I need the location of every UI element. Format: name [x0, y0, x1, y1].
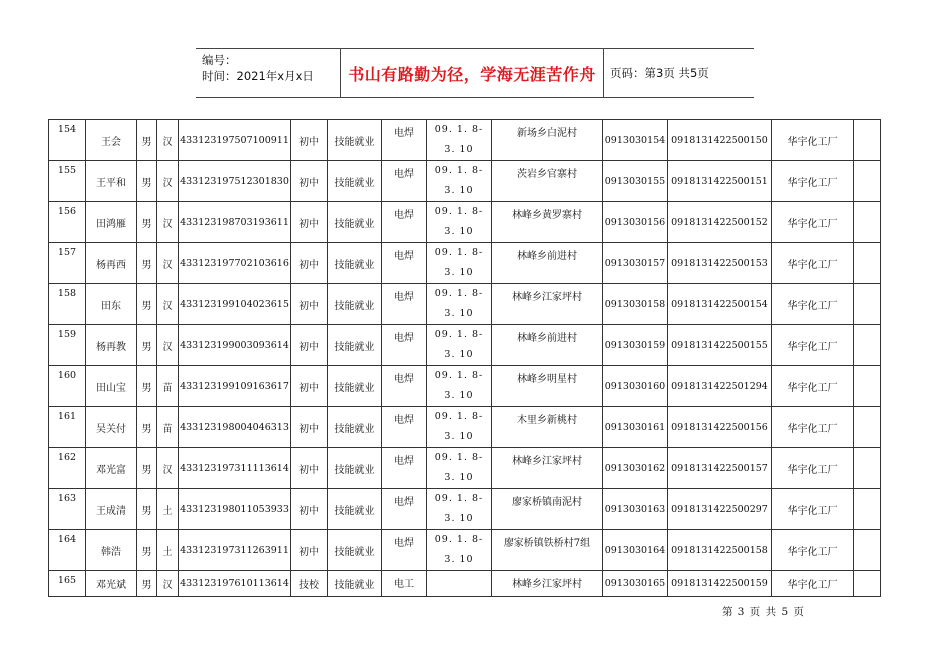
cell-date	[427, 243, 492, 284]
date-start: 09. 1. 8-	[434, 329, 484, 340]
cell-card-number: 0918131422500297	[668, 489, 772, 530]
date-end: 3. 10	[444, 308, 474, 319]
cell-village: 林峰乡黄罗寨村	[492, 202, 603, 243]
cell-employment-type: 技能就业	[328, 325, 382, 366]
cell-company: 华宇化工厂	[772, 284, 854, 325]
cell-ethnic: 汉	[157, 284, 179, 325]
cell-extra	[854, 530, 881, 571]
cell-village: 林峰乡江家坪村	[492, 284, 603, 325]
cell-phone: 0913030164	[603, 530, 668, 571]
cell-employment-type: 技能就业	[328, 120, 382, 161]
table-row	[49, 571, 881, 597]
cell-name: 吴关付	[86, 407, 137, 448]
date-start: 09. 1. 8-	[434, 534, 484, 545]
table-row	[49, 284, 881, 325]
cell-job: 电焊	[382, 325, 427, 366]
cell-ethnic: 土	[157, 530, 179, 571]
date-end: 3. 10	[444, 349, 474, 360]
cell-name: 王成清	[86, 489, 137, 530]
cell-id-number: 433123198703193611	[179, 202, 291, 243]
cell-id-number: 433123197512301830	[179, 161, 291, 202]
cell-education: 初中	[291, 407, 328, 448]
cell-village: 新场乡白泥村	[492, 120, 603, 161]
table-row	[49, 120, 881, 161]
page-header	[196, 48, 754, 98]
date-end: 3. 10	[444, 185, 474, 196]
cell-id-number: 433123197311113614	[179, 448, 291, 489]
cell-extra	[854, 571, 881, 597]
cell-ethnic: 汉	[157, 325, 179, 366]
cell-sex: 男	[137, 284, 157, 325]
cell-sex: 男	[137, 489, 157, 530]
cell-no: 160	[49, 366, 86, 407]
cell-phone: 0913030154	[603, 120, 668, 161]
cell-sex: 男	[137, 120, 157, 161]
cell-extra	[854, 366, 881, 407]
number-label: 编号：	[202, 53, 237, 67]
cell-extra	[854, 202, 881, 243]
cell-sex: 男	[137, 448, 157, 489]
cell-no: 162	[49, 448, 86, 489]
cell-extra	[854, 448, 881, 489]
cell-date	[427, 407, 492, 448]
cell-village: 茨岩乡官寨村	[492, 161, 603, 202]
header-left-cell	[196, 49, 341, 97]
cell-company: 华宇化工厂	[772, 366, 854, 407]
cell-ethnic: 苗	[157, 366, 179, 407]
cell-no: 163	[49, 489, 86, 530]
cell-job: 电焊	[382, 202, 427, 243]
cell-village: 林峰乡江家坪村	[492, 448, 603, 489]
cell-no: 154	[49, 120, 86, 161]
cell-village: 木里乡新桃村	[492, 407, 603, 448]
cell-date	[427, 530, 492, 571]
cell-card-number: 0918131422500150	[668, 120, 772, 161]
page-code: 页码：第3页 共5页	[610, 66, 709, 80]
cell-ethnic: 汉	[157, 120, 179, 161]
cell-village: 林峰乡江家坪村	[492, 571, 603, 597]
table-row	[49, 202, 881, 243]
cell-extra	[854, 407, 881, 448]
date-end: 3. 10	[444, 390, 474, 401]
cell-employment-type: 技能就业	[328, 243, 382, 284]
table-row	[49, 448, 881, 489]
cell-job: 电焊	[382, 284, 427, 325]
cell-sex: 男	[137, 161, 157, 202]
cell-no: 165	[49, 571, 86, 597]
cell-no: 158	[49, 284, 86, 325]
cell-job: 电焊	[382, 366, 427, 407]
cell-date	[427, 448, 492, 489]
cell-phone: 0913030163	[603, 489, 668, 530]
cell-village: 廖家桥镇铁桥村7组	[492, 530, 603, 571]
cell-sex: 男	[137, 243, 157, 284]
table-row	[49, 325, 881, 366]
cell-extra	[854, 161, 881, 202]
cell-ethnic: 汉	[157, 243, 179, 284]
cell-ethnic: 汉	[157, 202, 179, 243]
cell-id-number: 433123197311263911	[179, 530, 291, 571]
employment-table	[48, 119, 881, 597]
cell-job: 电焊	[382, 161, 427, 202]
cell-no: 155	[49, 161, 86, 202]
cell-employment-type: 技能就业	[328, 530, 382, 571]
cell-employment-type: 技能就业	[328, 161, 382, 202]
date-start: 09. 1. 8-	[434, 247, 484, 258]
cell-id-number: 433123199109163617	[179, 366, 291, 407]
table-body	[49, 120, 881, 597]
cell-sex: 男	[137, 366, 157, 407]
cell-education: 初中	[291, 202, 328, 243]
time-line: 时间：2021年x月x日	[202, 69, 314, 83]
date-end: 3. 10	[444, 472, 474, 483]
date-start: 09. 1. 8-	[434, 288, 484, 299]
cell-name: 杨再教	[86, 325, 137, 366]
cell-card-number: 0918131422500157	[668, 448, 772, 489]
table-row	[49, 489, 881, 530]
cell-name: 田鸿雁	[86, 202, 137, 243]
cell-id-number: 433123197702103616	[179, 243, 291, 284]
cell-sex: 男	[137, 202, 157, 243]
cell-company: 华宇化工厂	[772, 325, 854, 366]
cell-education: 初中	[291, 243, 328, 284]
cell-name: 邓光斌	[86, 571, 137, 597]
cell-phone: 0913030160	[603, 366, 668, 407]
cell-company: 华宇化工厂	[772, 489, 854, 530]
cell-card-number: 0918131422500156	[668, 407, 772, 448]
table-row	[49, 243, 881, 284]
cell-employment-type: 技能就业	[328, 284, 382, 325]
cell-card-number: 0918131422500151	[668, 161, 772, 202]
cell-date	[427, 571, 492, 597]
cell-employment-type: 技能就业	[328, 489, 382, 530]
cell-company: 华宇化工厂	[772, 530, 854, 571]
date-start: 09. 1. 8-	[434, 411, 484, 422]
cell-date	[427, 489, 492, 530]
cell-id-number: 433123197507100911	[179, 120, 291, 161]
cell-sex: 男	[137, 325, 157, 366]
cell-employment-type: 技能就业	[328, 366, 382, 407]
cell-sex: 男	[137, 571, 157, 597]
cell-education: 初中	[291, 530, 328, 571]
cell-extra	[854, 489, 881, 530]
cell-phone: 0913030162	[603, 448, 668, 489]
cell-date	[427, 366, 492, 407]
cell-job: 电焊	[382, 243, 427, 284]
cell-id-number: 433123199003093614	[179, 325, 291, 366]
cell-ethnic: 苗	[157, 407, 179, 448]
cell-date	[427, 120, 492, 161]
cell-card-number: 0918131422500159	[668, 571, 772, 597]
cell-id-number: 433123198011053933	[179, 489, 291, 530]
date-end: 3. 10	[444, 144, 474, 155]
date-start: 09. 1. 8-	[434, 452, 484, 463]
cell-phone: 0913030161	[603, 407, 668, 448]
cell-company: 华宇化工厂	[772, 161, 854, 202]
cell-phone: 0913030158	[603, 284, 668, 325]
date-end: 3. 10	[444, 513, 474, 524]
cell-name: 田山宝	[86, 366, 137, 407]
cell-education: 初中	[291, 448, 328, 489]
cell-company: 华宇化工厂	[772, 202, 854, 243]
date-end: 3. 10	[444, 267, 474, 278]
cell-extra	[854, 325, 881, 366]
cell-village: 林峰乡前进村	[492, 325, 603, 366]
date-start: 09. 1. 8-	[434, 370, 484, 381]
cell-sex: 男	[137, 407, 157, 448]
cell-no: 156	[49, 202, 86, 243]
cell-id-number: 433123198004046313	[179, 407, 291, 448]
cell-extra	[854, 120, 881, 161]
cell-job: 电焊	[382, 407, 427, 448]
cell-company: 华宇化工厂	[772, 571, 854, 597]
date-end: 3. 10	[444, 226, 474, 237]
cell-card-number: 0918131422500152	[668, 202, 772, 243]
cell-name: 韩浩	[86, 530, 137, 571]
cell-card-number: 0918131422500154	[668, 284, 772, 325]
cell-name: 王会	[86, 120, 137, 161]
date-end: 3. 10	[444, 554, 474, 565]
cell-id-number: 433123197610113614	[179, 571, 291, 597]
cell-id-number: 433123199104023615	[179, 284, 291, 325]
cell-date	[427, 284, 492, 325]
cell-employment-type: 技能就业	[328, 202, 382, 243]
cell-job: 电工	[382, 571, 427, 597]
cell-education: 初中	[291, 489, 328, 530]
date-start: 09. 1. 8-	[434, 165, 484, 176]
cell-name: 田东	[86, 284, 137, 325]
cell-name: 王平和	[86, 161, 137, 202]
table-row	[49, 161, 881, 202]
cell-company: 华宇化工厂	[772, 243, 854, 284]
cell-education: 技校	[291, 571, 328, 597]
cell-education: 初中	[291, 366, 328, 407]
cell-company: 华宇化工厂	[772, 448, 854, 489]
date-start: 09. 1. 8-	[434, 206, 484, 217]
cell-extra	[854, 284, 881, 325]
cell-name: 邓光富	[86, 448, 137, 489]
cell-date	[427, 161, 492, 202]
cell-education: 初中	[291, 120, 328, 161]
date-end: 3. 10	[444, 431, 474, 442]
cell-job: 电焊	[382, 489, 427, 530]
date-start: 09. 1. 8-	[434, 493, 484, 504]
cell-card-number: 0918131422500158	[668, 530, 772, 571]
page-footer: 第 3 页 共 5 页	[721, 606, 805, 618]
cell-phone: 0913030157	[603, 243, 668, 284]
cell-name: 杨再西	[86, 243, 137, 284]
cell-no: 164	[49, 530, 86, 571]
cell-company: 华宇化工厂	[772, 407, 854, 448]
motto: 书山有路勤为径，学海无涯苦作舟	[341, 49, 604, 97]
cell-job: 电焊	[382, 448, 427, 489]
cell-employment-type: 技能就业	[328, 407, 382, 448]
cell-phone: 0913030159	[603, 325, 668, 366]
cell-phone: 0913030156	[603, 202, 668, 243]
cell-phone: 0913030155	[603, 161, 668, 202]
date-start: 09. 1. 8-	[434, 124, 484, 135]
cell-village: 廖家桥镇南泥村	[492, 489, 603, 530]
cell-card-number: 0918131422500153	[668, 243, 772, 284]
cell-no: 157	[49, 243, 86, 284]
cell-job: 电焊	[382, 530, 427, 571]
cell-no: 161	[49, 407, 86, 448]
cell-date	[427, 202, 492, 243]
table-row	[49, 366, 881, 407]
cell-village: 林峰乡前进村	[492, 243, 603, 284]
cell-education: 初中	[291, 161, 328, 202]
cell-employment-type: 技能就业	[328, 571, 382, 597]
cell-extra	[854, 243, 881, 284]
cell-job: 电焊	[382, 120, 427, 161]
cell-sex: 男	[137, 530, 157, 571]
cell-card-number: 0918131422501294	[668, 366, 772, 407]
cell-date	[427, 325, 492, 366]
table-row	[49, 530, 881, 571]
cell-phone: 0913030165	[603, 571, 668, 597]
cell-company: 华宇化工厂	[772, 120, 854, 161]
cell-employment-type: 技能就业	[328, 448, 382, 489]
cell-village: 林峰乡明星村	[492, 366, 603, 407]
cell-card-number: 0918131422500155	[668, 325, 772, 366]
cell-education: 初中	[291, 325, 328, 366]
cell-ethnic: 土	[157, 489, 179, 530]
cell-no: 159	[49, 325, 86, 366]
cell-ethnic: 汉	[157, 161, 179, 202]
cell-ethnic: 汉	[157, 571, 179, 597]
cell-education: 初中	[291, 284, 328, 325]
table-row	[49, 407, 881, 448]
header-right-cell	[604, 49, 754, 97]
cell-ethnic: 汉	[157, 448, 179, 489]
